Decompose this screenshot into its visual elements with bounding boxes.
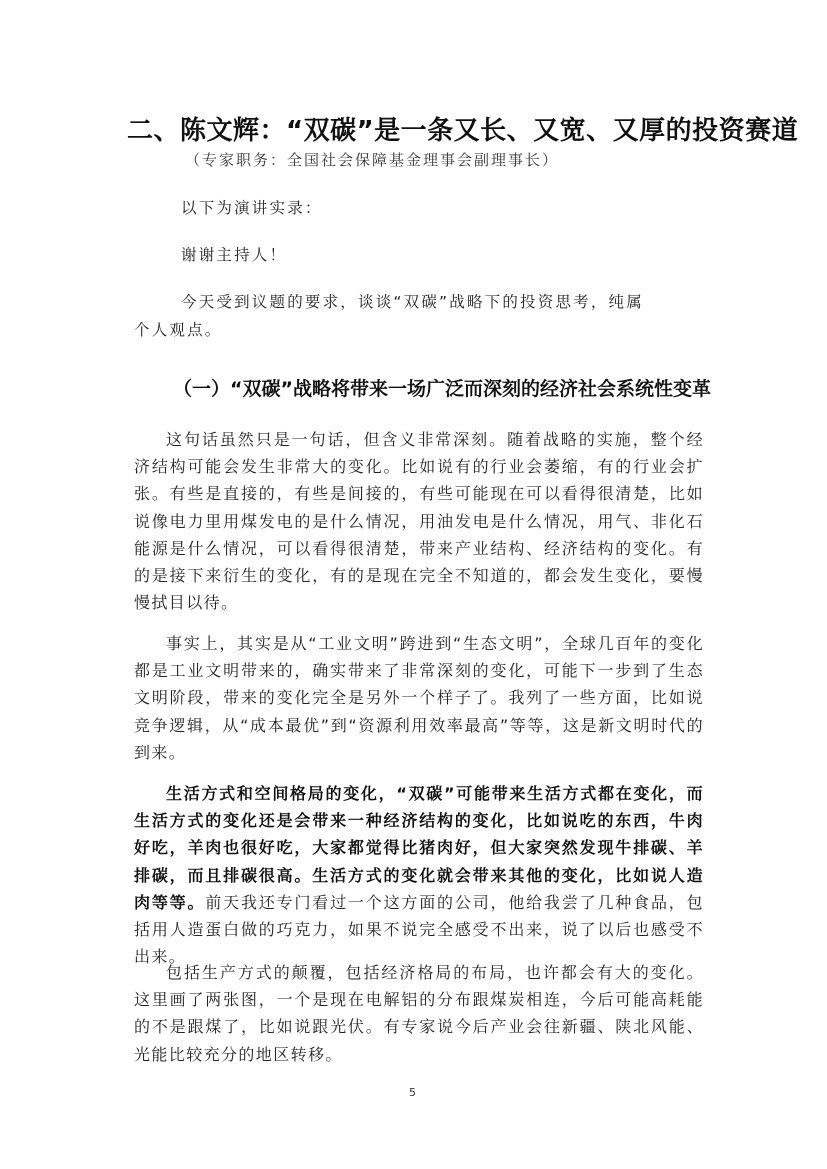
page-title: 二、陈文辉：“双碳”是一条又长、又宽、又厚的投资赛道 [127, 116, 799, 146]
intro-line-topic: 今天受到议题的要求，谈谈“双碳”战略下的投资思考，纯属 [181, 293, 644, 311]
intro-line-topic-cont: 个人观点。 [134, 321, 223, 339]
lifestyle-regular-text: 前天我还专门看过一个这方面的公司，他给我尝了几种食品，包括用人造蛋白做的巧克力，如果不说完全感受不出来，说了以后也感受不出来。 [134, 892, 704, 967]
page-number: 5 [409, 1086, 416, 1099]
paragraph-ecological-civilization: 事实上，其实是从“工业文明”跨进到“生态文明”，全球几百年的变化都是工业文明带来的，确实带来了非常深刻的变化，可能下一步到了生态文明阶段，带来的变化完全是另外一个样子了。我列了一些方面，比如说竞争逻辑，从“成本最优”到“资源利用效率最高”等等，这是新文明时代的到来。 [134, 634, 704, 762]
speaker-role: （专家职务：全国社会保障基金理事会副理事长） [185, 151, 560, 169]
section-heading: （一）“双碳”战略将带来一场广泛而深刻的经济社会系统性变革 [173, 378, 711, 400]
lifestyle-bold-text: 生活方式和空间格局的变化，“双碳”可能带来生活方式都在变化，而生活方式的变化还是会带来一种经济结构的变化，比如说吃的东西，牛肉好吃，羊肉也很好吃，大家都觉得比猪肉好，但大家突然发现牛排碳、羊排碳，而且排碳很高。生活方式的变化就会带来其他的变化，比如说人造肉等等。 [134, 784, 704, 912]
paragraph-lifestyle-change [134, 780, 704, 970]
intro-line-transcript: 以下为演讲实录： [181, 199, 323, 217]
intro-line-thanks: 谢谢主持人！ [181, 246, 288, 264]
paragraph-structure-change: 这句话虽然只是一句话，但含义非常深刻。随着战略的实施，整个经济结构可能会发生非常大的变化。比如说有的行业会萎缩，有的行业会扩张。有些是直接的，有些是间接的，有些可能现在可以看得很清楚，比如说像电力里用煤发电的是什么情况，用油发电是什么情况，用气、非化石能源是什么情况，可以看得很清楚，带来产业结构、经济结构的变化。有的是接下来衍生的变化，有的是现在完全不知道的，都会发生变化，要慢慢拭目以待。 [134, 430, 704, 613]
paragraph-production-change: 包括生产方式的颠覆，包括经济格局的布局，也许都会有大的变化。这里画了两张图，一个是现在电解铝的分布跟煤炭相连，今后可能高耗能的不是跟煤了，比如说跟光伏。有专家说今后产业会往新疆、陕北风能、光能比较充分的地区转移。 [134, 963, 704, 1064]
